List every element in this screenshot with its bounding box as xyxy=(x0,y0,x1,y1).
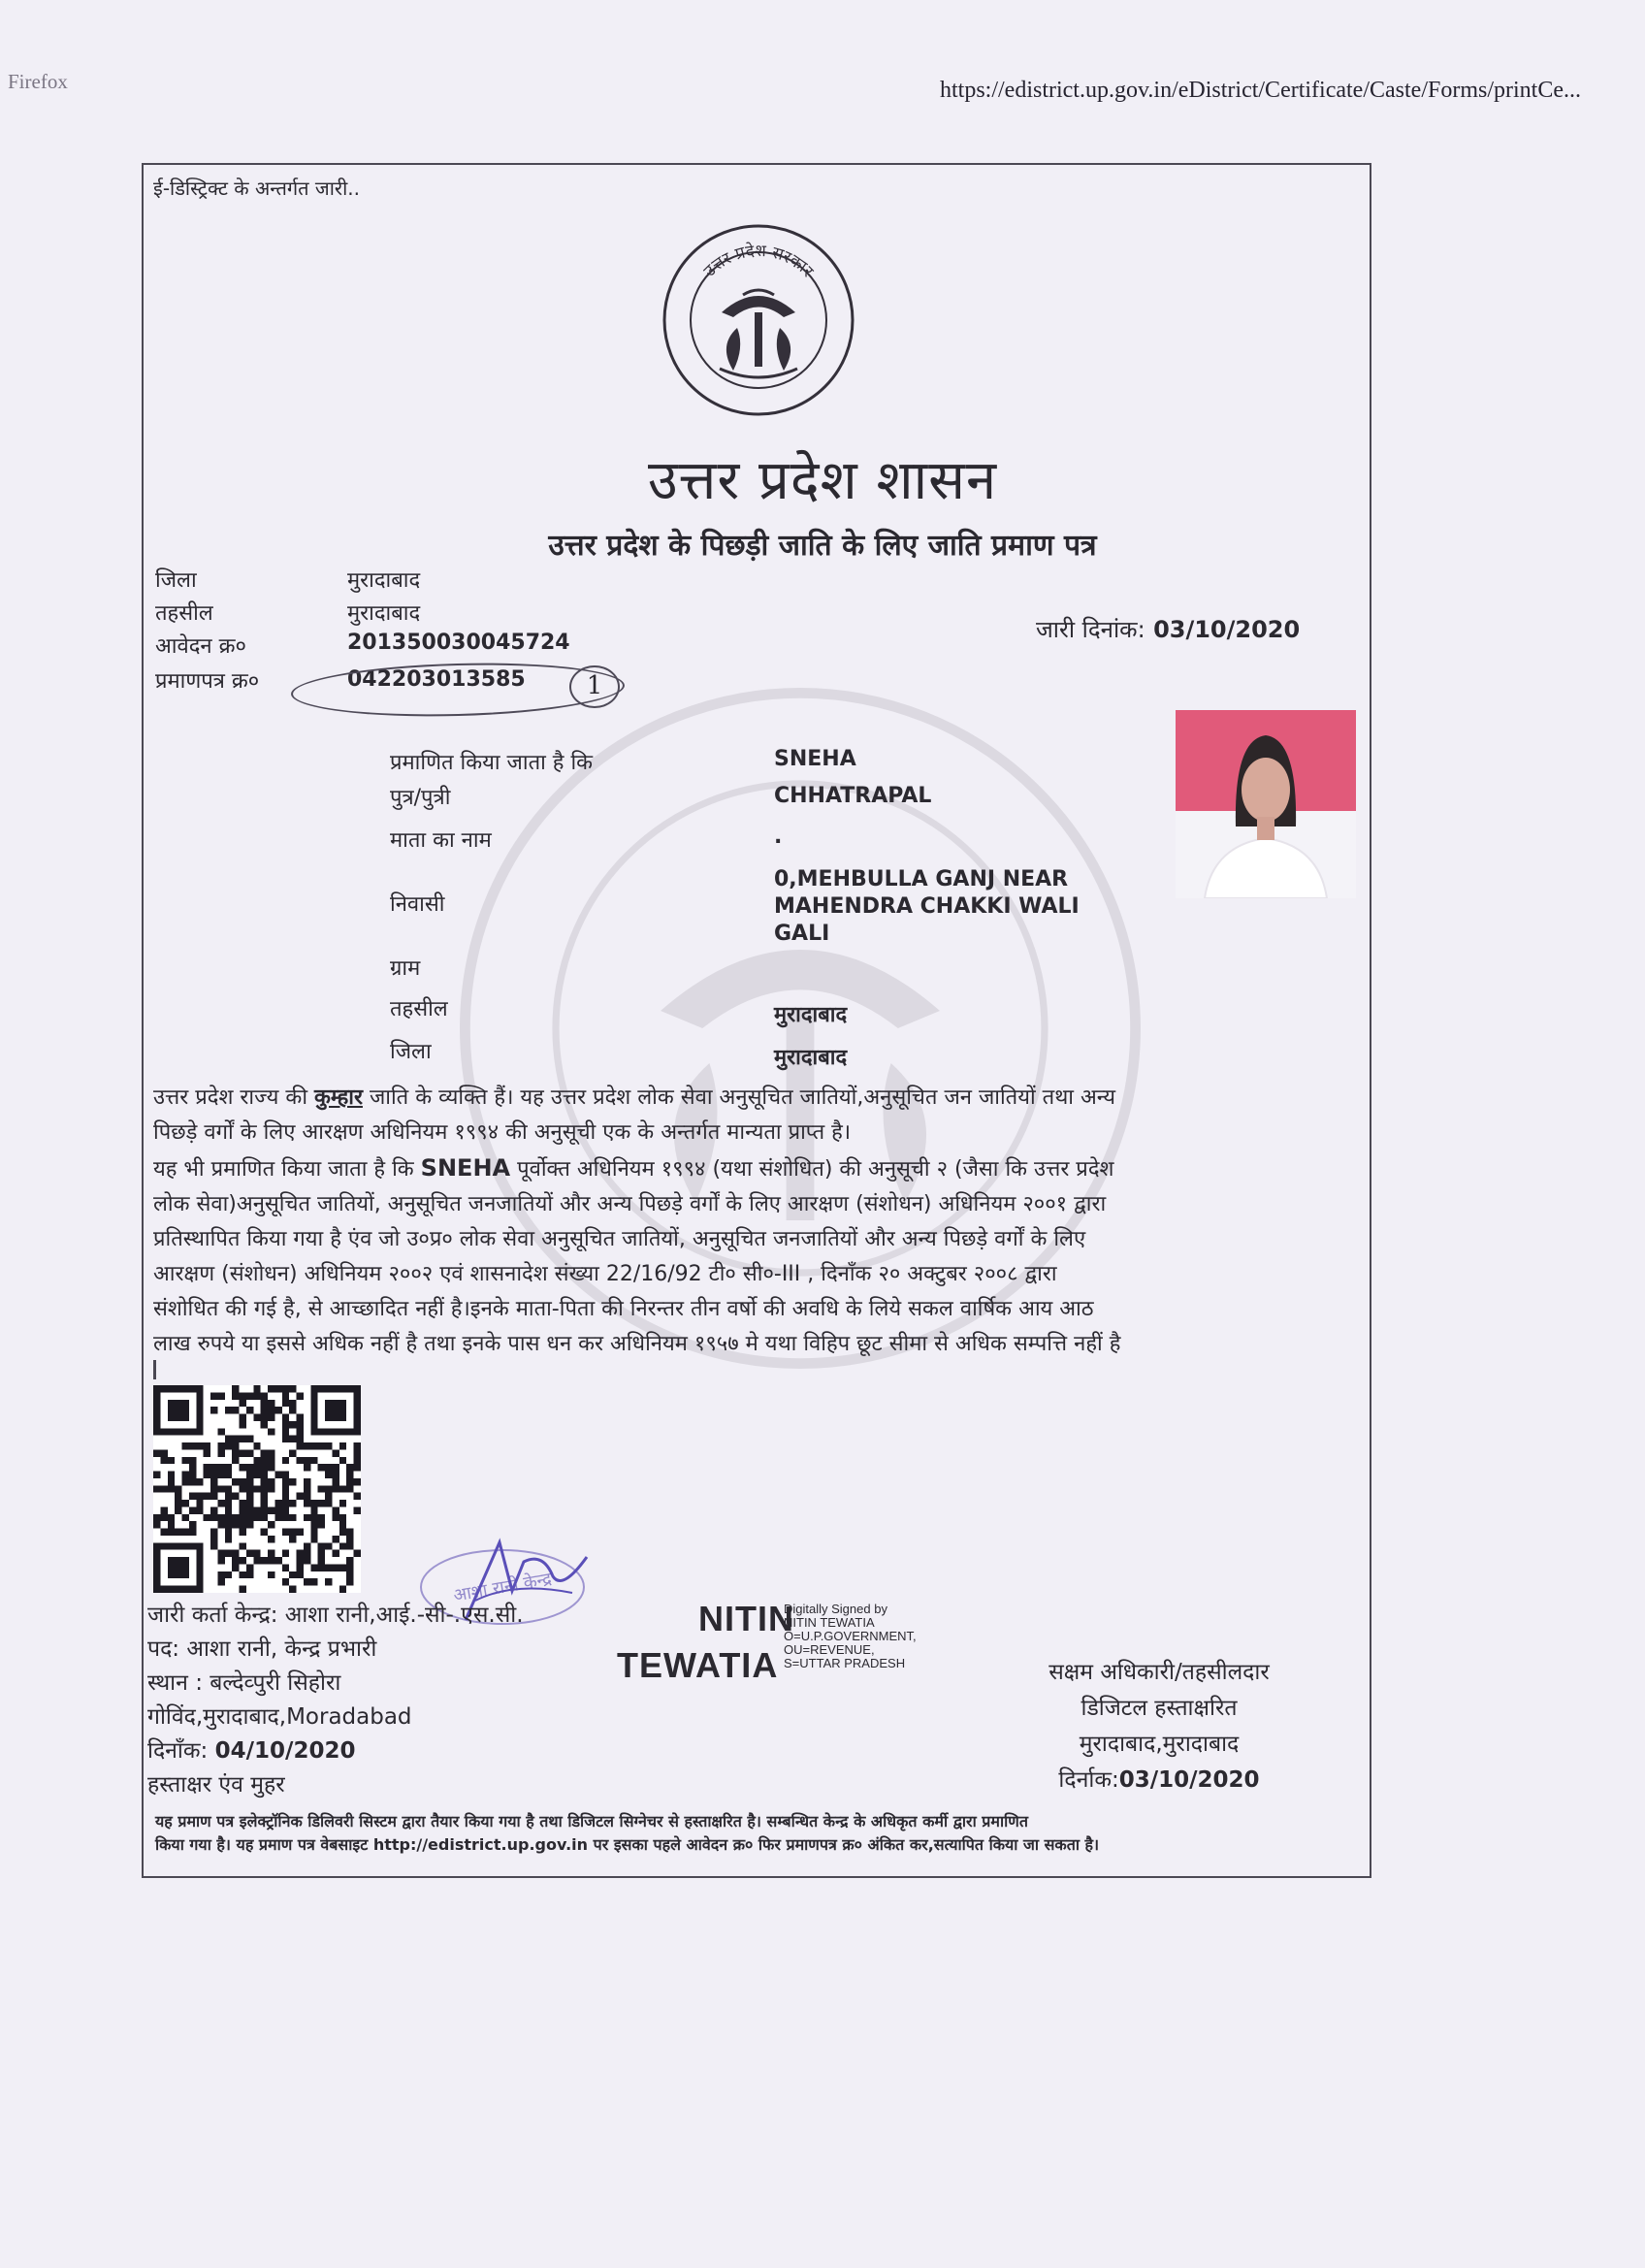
handwritten-mark: 1 xyxy=(569,665,620,708)
authority-location: मुरादाबाद,मुरादाबाद xyxy=(1079,1732,1240,1757)
district-label: जिला xyxy=(155,568,197,593)
issuer-date-value: 04/10/2020 xyxy=(214,1738,356,1764)
exclusion-line-1: यह भी प्रमाणित किया जाता है कि SNEHA पूर्वोक्त अधिनियम १९९४ (यथा संशोधित) की अनुसूची २ (जैसा कि उत्तर प्रदेश xyxy=(153,1154,1114,1182)
certified-label: प्रमाणित किया जाता है कि xyxy=(390,751,594,775)
exclusion-line-6: लाख रुपये या इससे अधिक नहीं है तथा इनके पास धन कर अधिनियम १९५७ मे यथा विहिप छूट सीमा से अधिक सम्पत्ति नहीं है xyxy=(153,1332,1121,1356)
signer-name-line-2: TEWATIA xyxy=(617,1645,779,1685)
authority-title: सक्षम अधिकारी/तहसीलदार xyxy=(1048,1660,1270,1685)
mother-label: माता का नाम xyxy=(390,828,492,853)
applicant-photo xyxy=(1176,710,1356,898)
address-line-2: MAHENDRA CHAKKI WALI xyxy=(774,894,1080,919)
application-no-label: आवेदन क्र० xyxy=(155,634,246,659)
caste-paragraph-line-1: उत्तर प्रदेश राज्य की कुम्हार जाति के व्यक्ति हैं। यह उत्तर प्रदेश लोक सेवा अनुसूचित जातियों,अनुसूचित जन जातियों तथा अन्य xyxy=(153,1085,1116,1110)
caste-paragraph-line-2: पिछड़े वर्गों के लिए आरक्षण अधिनियम १९९४ की अनुसूची एक के अन्तर्गत मान्यता प्राप्त है। xyxy=(153,1120,852,1145)
issued-under-text: ई-डिस्ट्रिक्ट के अन्तर्गत जारी.. xyxy=(153,177,360,200)
up-govt-emblem-icon xyxy=(661,223,855,417)
certificate-no-label: प्रमाणपत्र क्र० xyxy=(155,669,260,694)
digital-signature-details xyxy=(784,1603,917,1670)
issuer-sign-label: हस्ताक्षर एंव मुहर xyxy=(147,1772,285,1798)
sig-meta-3: O=U.P.GOVERNMENT, xyxy=(784,1629,917,1643)
issue-date xyxy=(1036,613,1300,645)
exclusion-line-3: प्रतिस्थापित किया गया है एंव जो उ०प्र० लोक सेवा अनुसूचित जातियों, अनुसूचित जनजातियों और अन्य पिछड़े वर्गों के लिए xyxy=(153,1227,1086,1251)
tehsil-label: तहसील xyxy=(155,601,213,626)
village-label: ग्राम xyxy=(390,956,421,981)
disclaimer xyxy=(155,1810,1358,1857)
person-district-value: मुरादाबाद xyxy=(774,1046,848,1070)
exclusion-paragraph xyxy=(153,1150,1366,1362)
certificate-no: 042203013585 xyxy=(347,667,526,692)
issue-date-label: जारी दिनांक: xyxy=(1036,616,1145,643)
govt-title: उत्तर प्रदेश शासन xyxy=(647,449,998,512)
issue-date-value: 03/10/2020 xyxy=(1153,616,1301,643)
sig-meta-1: Digitally Signed by xyxy=(784,1602,887,1616)
district-value: मुरादाबाद xyxy=(347,568,421,593)
issuer-post: पद: आशा रानी, केन्द्र प्रभारी xyxy=(147,1636,377,1662)
issuer-center: जारी कर्ता केन्द्र: आशा रानी,आई.-सी-.एस.सी. xyxy=(147,1603,524,1628)
issuer-date-label: दिनाँक: xyxy=(147,1738,209,1764)
issuer-date xyxy=(147,1734,355,1768)
issuer-place-1: स्थान : बल्देव्पुरी सिहोरा xyxy=(147,1670,341,1696)
svg-text:उत्तर प्रदेश सरकार: उत्तर प्रदेश सरकार xyxy=(699,241,818,281)
application-no: 201350030045724 xyxy=(347,631,570,655)
authority-signed: डिजिटल हस्ताक्षरित xyxy=(1081,1696,1238,1721)
sig-meta-5: S=UTTAR PRADESH xyxy=(784,1656,906,1670)
exclusion-applicant-name: SNEHA xyxy=(420,1154,511,1182)
address-line-1: 0,MEHBULLA GANJ NEAR xyxy=(774,867,1069,891)
sig-meta-2: NITIN TEWATIA xyxy=(784,1615,875,1630)
exclusion-line-2: लोक सेवा)अनुसूचित जातियों, अनुसूचित जनजातियों और अन्य पिछड़े वर्गों के लिए आरक्षण (संशोधन) अधिनियम २००१ द्वारा xyxy=(153,1192,1107,1216)
authority-date xyxy=(1018,1763,1300,1798)
exclusion-line-5: संशोधित की गई है, से आच्छादित नहीं है।इनके माता-पिता की निरन्तर तीन वर्षो की अवधि के लिये सकल वार्षिक आय आठ xyxy=(153,1297,1094,1321)
disclaimer-line-1: यह प्रमाण पत्र इलेक्ट्रॉनिक डिलिवरी सिस्टम द्वारा तैयार किया गया है तथा डिजिटल सिग्नेचर से हस्ताक्षरित है। सम्बन्धित केन्द्र के अधिकृत कर्मी द्वारा प्रमाणित xyxy=(155,1812,1028,1831)
applicant-name: SNEHA xyxy=(774,747,856,771)
signer-name-line-1: NITIN xyxy=(698,1599,794,1638)
tehsil-value: मुरादाबाद xyxy=(347,601,421,626)
authority-date-value: 03/10/2020 xyxy=(1118,1767,1260,1793)
issuer-place-2: गोविंद,मुरादाबाद,Moradabad xyxy=(147,1704,412,1730)
disclaimer-line-2: किया गया है। यह प्रमाण पत्र वेबसाइट http://edistrict.up.gov.in पर इसका पहले आवेदन क्र० फिर प्रमाणपत्र क्र० अंकित कर,सत्यापित किया जा सकता है। xyxy=(155,1835,1100,1854)
person-district-label: जिला xyxy=(390,1040,432,1064)
caste-paragraph xyxy=(153,1081,1366,1150)
address-line-3: GALI xyxy=(774,922,830,946)
text-cursor xyxy=(153,1360,156,1379)
resident-label: निवासी xyxy=(390,892,445,917)
certificate-subtitle: उत्तर प्रदेश के पिछड़ी जाति के लिए जाति प्रमाण पत्र xyxy=(548,529,1097,563)
person-tehsil-value: मुरादाबाद xyxy=(774,1003,848,1027)
caste-name: कुम्हार xyxy=(314,1085,363,1110)
father-label: पुत्र/पुत्री xyxy=(390,786,451,810)
qr-code xyxy=(153,1385,361,1593)
exclusion-line-4: आरक्षण (संशोधन) अधिनियम २००२ एवं शासनादेश संख्या 22/16/92 टी० सी०-III , दिनाँक २० अक्टुबर २००८ द्वारा xyxy=(153,1262,1057,1286)
mother-name: . xyxy=(774,825,783,849)
browser-app-name: Firefox xyxy=(8,70,68,93)
sig-meta-4: OU=REVENUE, xyxy=(784,1642,875,1657)
father-name: CHHATRAPAL xyxy=(774,784,932,808)
person-tehsil-label: तहसील xyxy=(390,997,448,1021)
print-url: https://edistrict.up.gov.in/eDistrict/Certificate/Caste/Forms/printCe... xyxy=(939,78,1581,103)
authority-date-label: दिर्नाक: xyxy=(1058,1767,1119,1793)
svg-text:आशा रानी केन्द्र: आशा रानी केन्द्र xyxy=(451,1569,554,1606)
